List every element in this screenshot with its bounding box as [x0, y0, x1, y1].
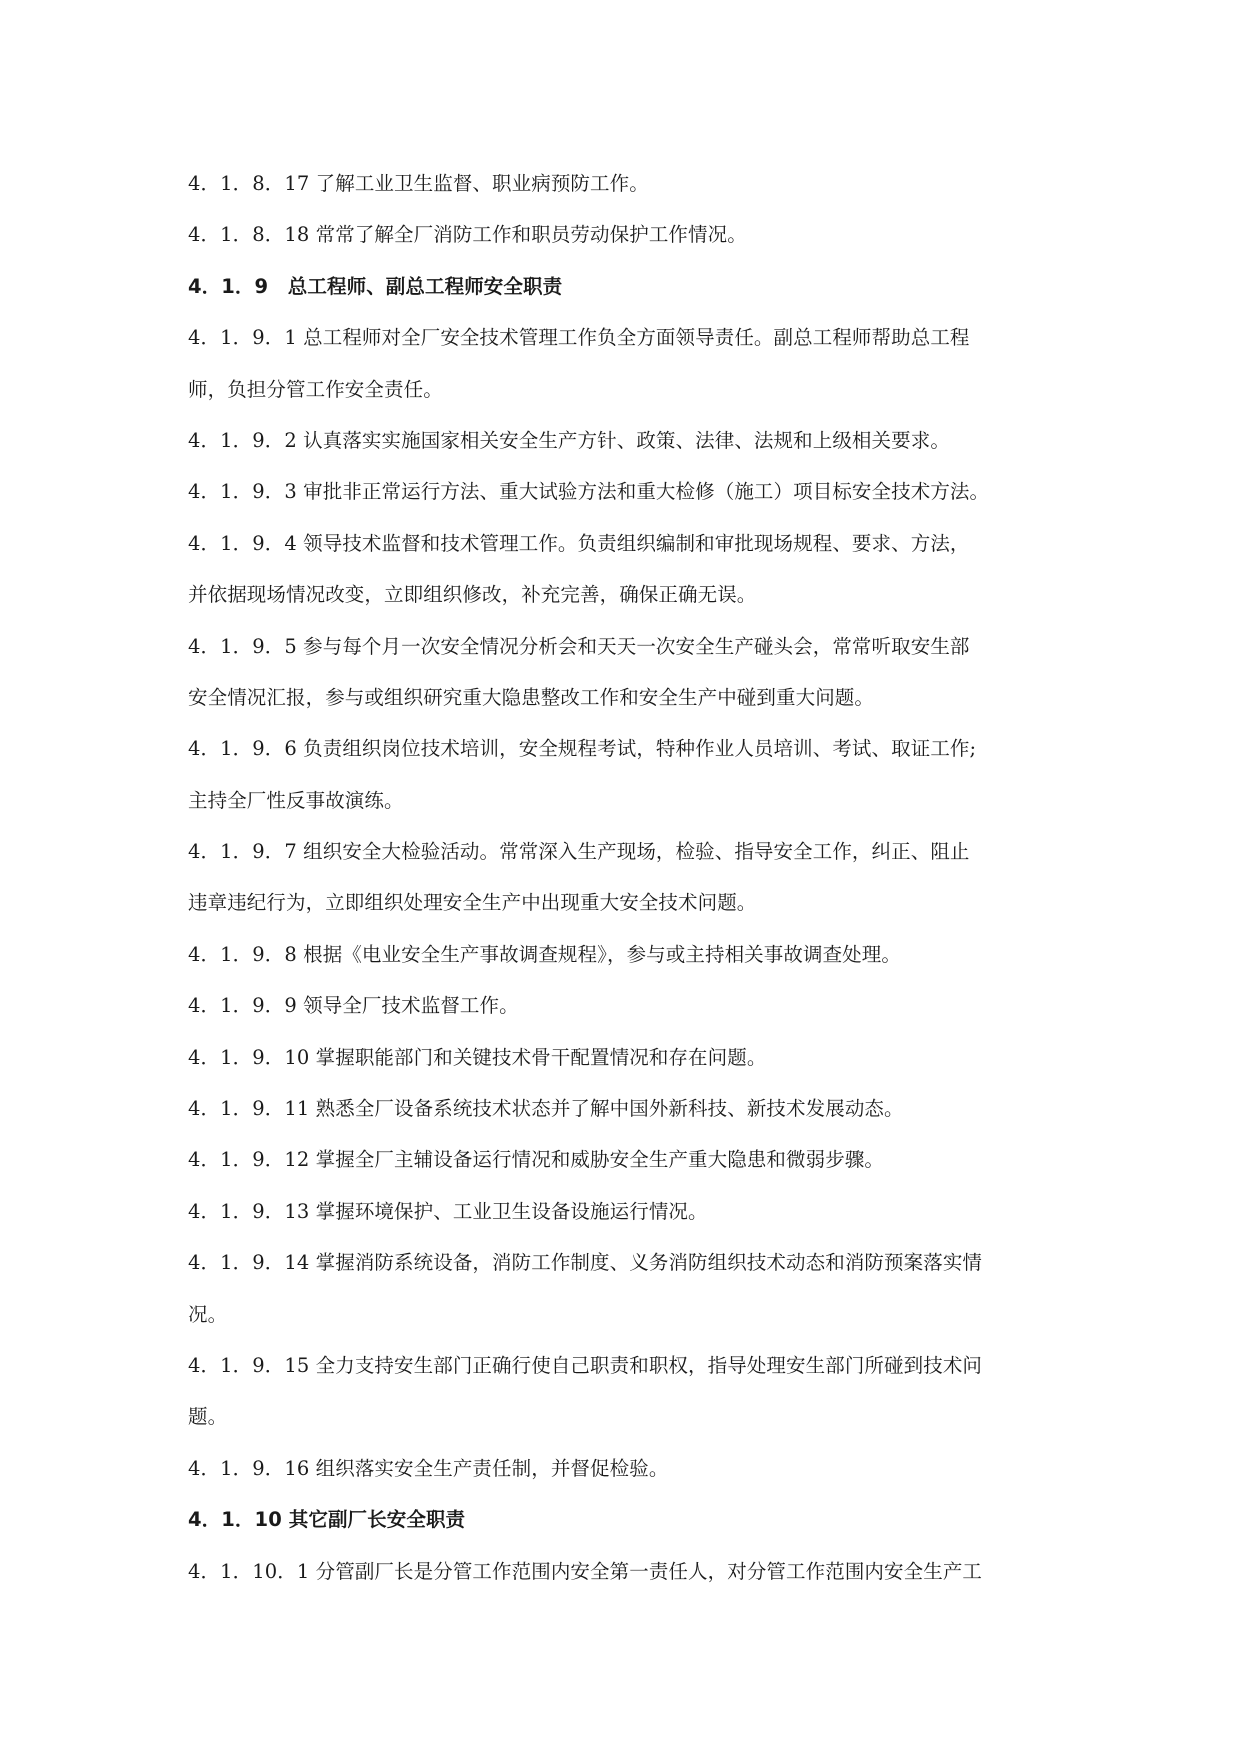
- document-body: [188, 158, 1068, 1597]
- text-line: 师，负担分管工作安全责任。: [188, 377, 443, 401]
- text-line: 4．1．9．13 掌握环境保护、工业卫生设备设施运行情况。: [188, 1199, 708, 1223]
- text-line: 4．1．9．15 全力支持安生部门正确行使自己职责和职权，指导处理安生部门所碰到技术问: [188, 1353, 983, 1377]
- text-line: 4．1．9．1 总工程师对全厂安全技术管理工作负全方面领导责任。副总工程师帮助总工程: [188, 326, 970, 350]
- text-line: 4．1．8．18 常常了解全厂消防工作和职员劳动保护工作情况。: [188, 223, 747, 247]
- text-line: 4．1．9．10 掌握职能部门和关键技术骨干配置情况和存在问题。: [188, 1045, 767, 1069]
- text-line: 4．1．9．7 组织安全大检验活动。常常深入生产现场，检验、指导安全工作，纠正、阻止: [188, 840, 970, 864]
- text-line: 4．1．9．3 审批非正常运行方法、重大试验方法和重大检修（施工）项目标安全技术方法。: [188, 480, 990, 504]
- text-line: 4．1．8．17 了解工业卫生监督、职业病预防工作。: [188, 172, 649, 195]
- text-line: 4．1．9．14 掌握消防系统设备，消防工作制度、义务消防组织技术动态和消防预案落实情: [188, 1251, 983, 1275]
- text-line: 题。: [188, 1405, 228, 1429]
- text-line: 安全情况汇报，参与或组织研究重大隐患整改工作和安全生产中碰到重大问题。: [188, 685, 875, 709]
- text-line: 4．1．9．2 认真落实实施国家相关安全生产方针、政策、法律、法规和上级相关要求。: [188, 428, 950, 452]
- text-line: 4．1．9．6 负责组织岗位技术培训，安全规程考试，特种作业人员培训、考试、取证工作;: [188, 737, 977, 761]
- section-heading: 4．1．10 其它副厂长安全职责: [188, 1508, 466, 1532]
- text-line: 4．1．9．12 掌握全厂主辅设备运行情况和威胁安全生产重大隐患和微弱步骤。: [188, 1148, 885, 1172]
- text-line: 4．1．9．16 组织落实安全生产责任制，并督促检验。: [188, 1456, 669, 1480]
- text-line: 4．1．9．9 领导全厂技术监督工作。: [188, 994, 519, 1018]
- text-line: 况。: [188, 1302, 228, 1326]
- text-line: 4．1．9．8 根据《电业安全生产事故调查规程》，参与或主持相关事故调查处理。: [188, 942, 901, 966]
- section-heading: 4．1．9 总工程师、副总工程师安全职责: [188, 274, 563, 298]
- text-line: 4．1．10．1 分管副厂长是分管工作范围内安全第一责任人，对分管工作范围内安全生产工: [188, 1559, 983, 1583]
- text-line: 4．1．9．5 参与每个月一次安全情况分析会和天天一次安全生产碰头会，常常听取安生部: [188, 634, 970, 658]
- text-line: 4．1．9．11 熟悉全厂设备系统技术状态并了解中国外新科技、新技术发展动态。: [188, 1097, 904, 1121]
- text-line: 违章违纪行为，立即组织处理安全生产中出现重大安全技术问题。: [188, 891, 757, 915]
- text-line: 并依据现场情况改变，立即组织修改，补充完善，确保正确无误。: [188, 583, 757, 607]
- text-line: 4．1．9．4 领导技术监督和技术管理工作。负责组织编制和审批现场规程、要求、方法，: [188, 531, 970, 555]
- text-line: 主持全厂性反事故演练。: [188, 788, 404, 812]
